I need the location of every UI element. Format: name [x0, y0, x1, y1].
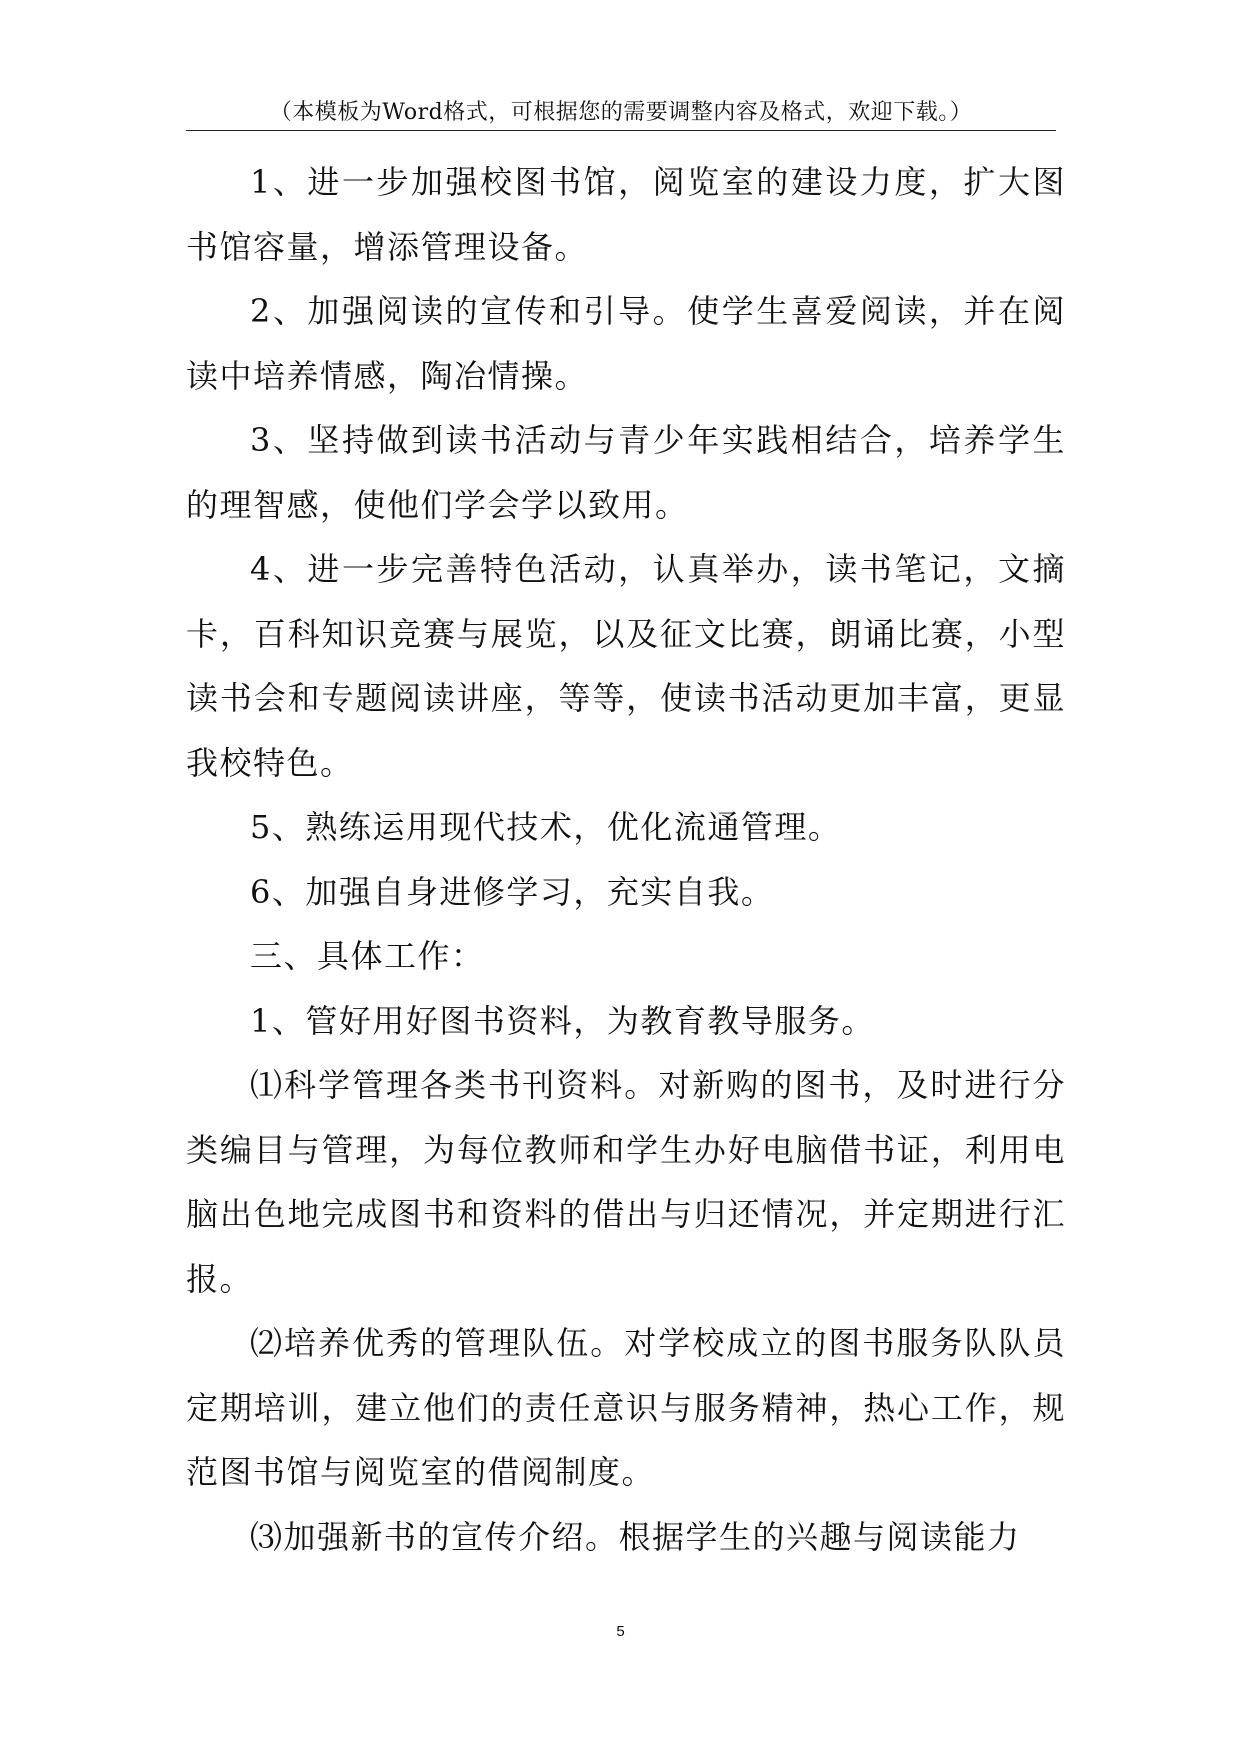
- paragraph-goal-5: 5、熟练运用现代技术，优化流通管理。: [250, 808, 842, 846]
- paragraph-work-1: 1、管好用好图书资料，为教育教导服务。: [250, 1001, 875, 1040]
- header-divider: [186, 130, 1056, 131]
- paragraph-work-1-item-2: ⑵培养优秀的管理队伍。对学校成立的图书服务队队员定期培训，建立他们的责任意识与服务精神，热心工作，规范图书馆与阅览室的借阅制度。: [186, 1324, 1066, 1491]
- paragraph-goal-6: 6、加强自身进修学习，充实自我。: [250, 872, 775, 911]
- paragraph-goal-3: 3、坚持做到读书活动与青少年实践相结合，培养学生的理智感，使他们学会学以致用。: [186, 421, 1066, 524]
- document-body: [186, 150, 1066, 1569]
- template-header-note: （本模板为Word格式，可根据您的需要调整内容及格式，欢迎下载。）: [269, 100, 973, 125]
- paragraph-goal-1: 1、进一步加强校图书馆，阅览室的建设力度，扩大图书馆容量，增添管理设备。: [186, 163, 1066, 266]
- paragraph-work-1-item-1: ⑴科学管理各类书刊资料。对新购的图书，及时进行分类编目与管理，为每位教师和学生办好电脑借书证，利用电脑出色地完成图书和资料的借出与归还情况，并定期进行汇报。: [186, 1066, 1066, 1298]
- section-heading-specific-work: 三、具体工作：: [250, 937, 485, 975]
- paragraph-goal-2: 2、加强阅读的宣传和引导。使学生喜爱阅读，并在阅读中培养情感，陶冶情操。: [186, 292, 1066, 395]
- page-number: 5: [616, 1623, 625, 1640]
- paragraph-goal-4: 4、进一步完善特色活动，认真举办，读书笔记，文摘卡，百科知识竞赛与展览，以及征文比赛，朗诵比赛，小型读书会和专题阅读讲座，等等，使读书活动更加丰富，更显我校特色。: [186, 550, 1066, 782]
- paragraph-work-1-item-3: ⑶加强新书的宣传介绍。根据学生的兴趣与阅读能力: [250, 1517, 1021, 1556]
